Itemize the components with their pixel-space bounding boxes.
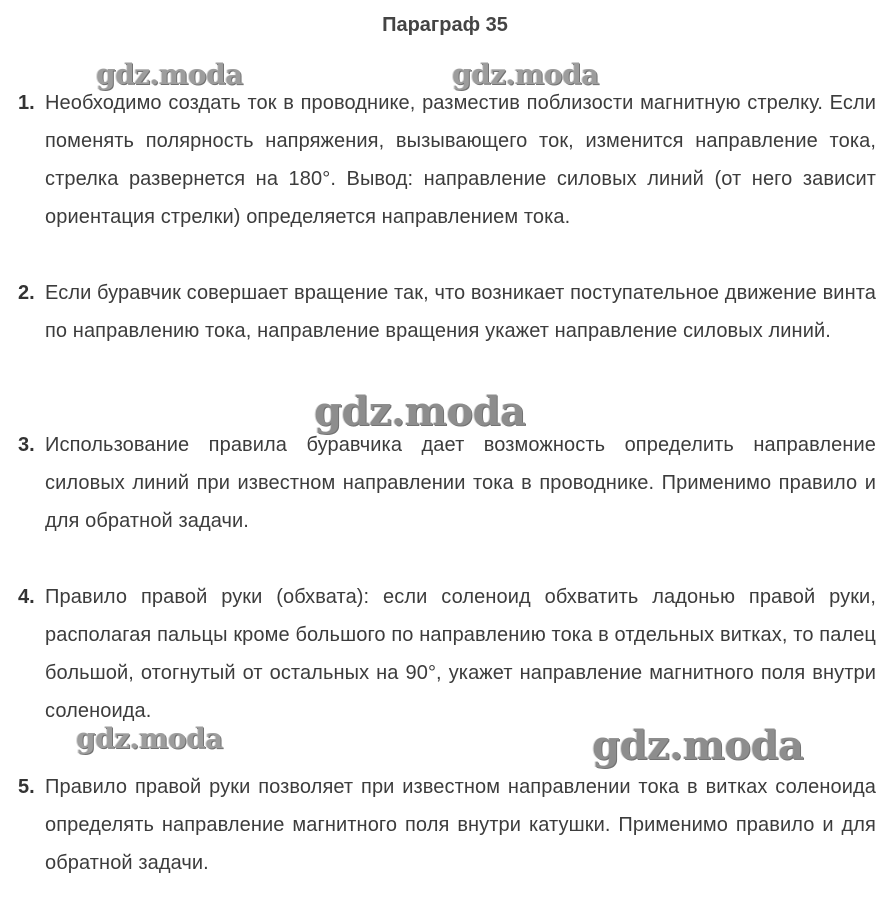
answer-number: 1. [18,92,35,114]
answer-item-5 [18,768,876,882]
answer-item-3 [18,426,876,540]
answer-text: Необходимо создать ток в проводнике, разместив поблизости магнитную стрелку. Если поменять полярность напряжения, вызывающего ток, изменится направление тока, стрелка развернется на 180°. Вывод: направление силовых линий (от него зависит ориентация стрелки) определяется направлением тока. [45,92,876,228]
answer-item-4 [18,578,876,730]
answer-text: Правило правой руки (обхвата): если соленоид обхватить ладонью правой руки, располагая пальцы кроме большого по направлению тока в отдельных витках, то палец большой, отогнутый от остальных на 90°, укажет направление магнитного поля внутри соленоида. [45,586,876,722]
page-title: Параграф 35 [382,14,508,36]
answer-text: Правило правой руки позволяет при известном направлении тока в витках соленоида определять направление магнитного поля внутри катушки. Применимо правило и для обратной задачи. [45,776,876,874]
answer-item-2 [18,274,876,350]
answer-text: Использование правила буравчика дает возможность определить направление силовых линий при известном направлении тока в проводнике. Применимо правило и для обратной задачи. [45,434,876,532]
answer-number: 3. [18,434,35,456]
answer-item-1 [18,84,876,236]
answer-number: 2. [18,282,35,304]
watermark: gdz.moda [96,58,243,91]
answer-text: Если буравчик совершает вращение так, что возникает поступательное движение винта по направлению тока, направление вращения укажет направление силовых линий. [45,282,876,342]
answer-number: 4. [18,586,35,608]
watermark: gdz.moda [592,722,804,769]
watermark: gdz.moda [76,722,223,755]
watermark: gdz.moda [314,388,526,435]
answer-number: 5. [18,776,35,798]
watermark: gdz.moda [452,58,599,91]
